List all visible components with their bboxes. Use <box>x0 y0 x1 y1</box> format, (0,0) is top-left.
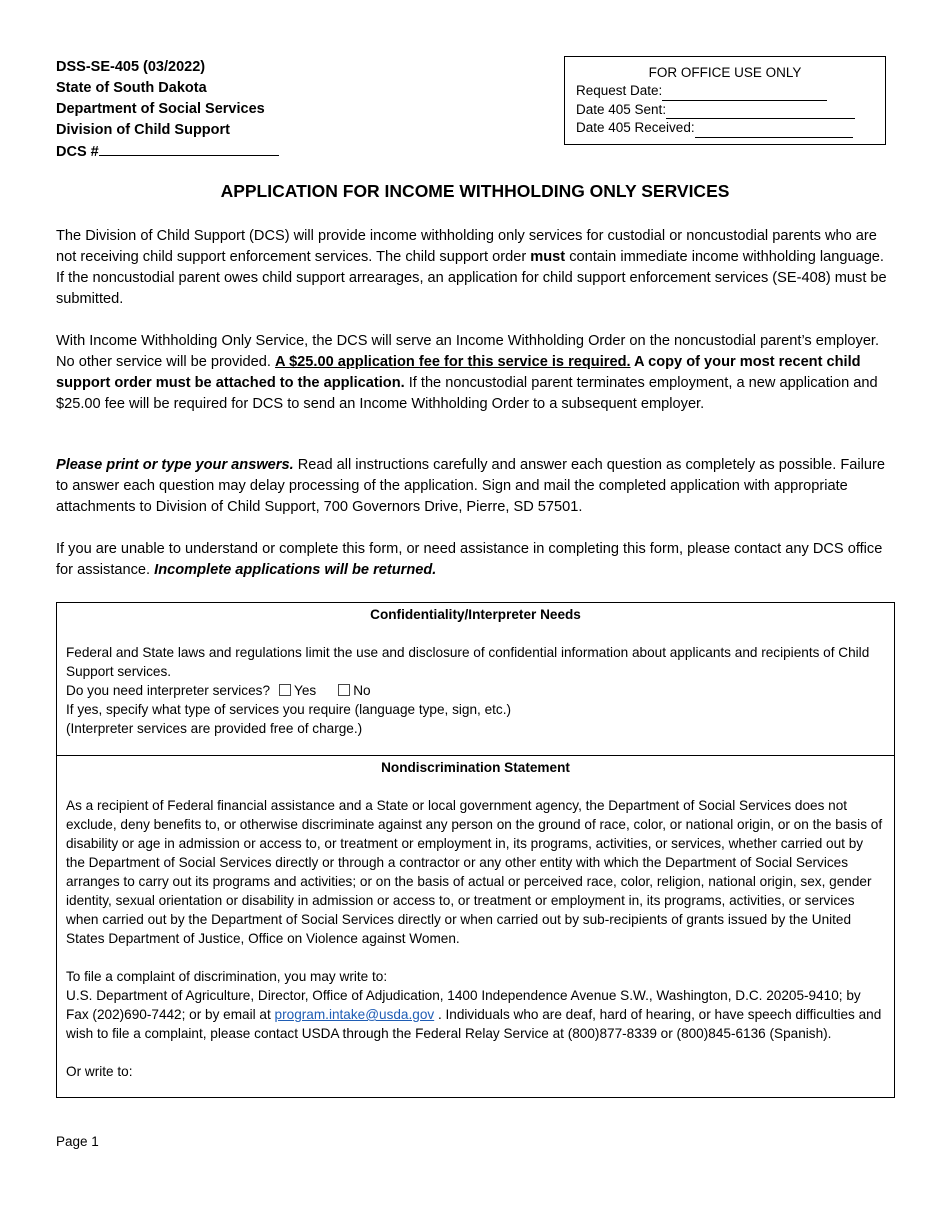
p1-text: The Division of Child Support (DCS) will provide income withholding only services for custodial or noncustodial parents who are not receiving child support enforcement services. The child support order <box>56 228 877 265</box>
yes-label: Yes <box>294 683 317 698</box>
intro-paragraph-4 <box>56 539 896 581</box>
fee-notice: A $25.00 application fee for this service is required. <box>275 354 631 370</box>
no-checkbox[interactable] <box>338 684 350 696</box>
date-received-label: Date 405 Received: <box>576 120 695 135</box>
complaint-text: U.S. Department of Agriculture, Director, Office of Adjudication, 1400 Independence Avenue S.W., Washington, D.C. 20205-9410; by Fax (202)690-7442; or by email at <box>66 988 861 1022</box>
intro-paragraph-2 <box>56 331 896 415</box>
request-date-field[interactable] <box>662 86 827 101</box>
p4-text: If you are unable to understand or complete this form, or need assistance in completing this form, please contact any DCS office for assistance. <box>56 541 883 578</box>
request-date-row <box>576 82 885 101</box>
complaint-intro: To file a complaint of discrimination, you may write to: <box>66 969 388 984</box>
notices-box <box>56 602 895 1098</box>
date-received-row <box>576 119 885 138</box>
dcs-number-field[interactable] <box>99 141 279 156</box>
incomplete-warning: Incomplete applications will be returned. <box>154 562 437 578</box>
office-use-title: FOR OFFICE USE ONLY <box>648 65 802 80</box>
attachment-notice: A copy of your most recent child support order must be attached to the application. <box>56 354 861 391</box>
interpreter-specify: If yes, specify what type of services you require (language type, sign, etc.) <box>66 702 512 717</box>
confidentiality-text: Federal and State laws and regulations limit the use and disclosure of confidential information about applicants and recipients of Child Support services. <box>66 645 870 679</box>
division-name: Division of Child Support <box>56 122 230 138</box>
request-date-label: Request Date: <box>576 83 663 98</box>
date-sent-label: Date 405 Sent: <box>576 101 667 117</box>
state-name: State of South Dakota <box>56 80 207 96</box>
office-use-box <box>564 56 886 145</box>
complaint-text-cont: . Individuals who are deaf, hard of hearing, or have speech difficulties and wish to file a complaint, please contact USDA through the Federal Relay Service at (800)877-8339 or (800)845-6136 (Spanish). <box>66 1007 882 1041</box>
confidentiality-heading: Confidentiality/Interpreter Needs <box>370 607 581 622</box>
print-instruction: Please print or type your answers. <box>56 457 294 473</box>
p1-emphasis: must <box>530 249 566 265</box>
p2-text: With Income Withholding Only Service, the DCS will serve an Income Withholding Order on the noncustodial parent’s employer. No other service will be provided. <box>56 333 880 370</box>
interpreter-note: (Interpreter services are provided free of charge.) <box>66 721 363 736</box>
interpreter-question-row <box>66 681 885 700</box>
p2-text-cont: If the noncustodial parent terminates employment, a new application and $25.00 fee will be required for DCS to send an Income Withholding Order to a subsequent employer. <box>56 375 878 412</box>
page-title: APPLICATION FOR INCOME WITHHOLDING ONLY SERVICES <box>220 181 730 201</box>
no-label: No <box>353 683 371 698</box>
agency-header <box>56 57 279 163</box>
nondiscrimination-section <box>57 756 894 1081</box>
complaint-details <box>66 986 885 1043</box>
p1-text-cont: contain immediate income withholding language. If the noncustodial parent owes child support arrearages, an application for child support enforcement services (SE-408) must be submitted. <box>56 249 887 307</box>
confidentiality-section <box>57 603 894 755</box>
department-name: Department of Social Services <box>56 101 265 117</box>
dcs-number-label: DCS # <box>56 144 99 160</box>
nondiscrimination-text: As a recipient of Federal financial assistance and a State or local government agency, the Department of Social Services does not exclude, deny benefits to, or otherwise discriminate against any person on the ground of race, color, or national origin, or on the basis of disability or age in admission or access to, or treatment or employment in, its programs, activities, or services, whether carried out by the Department of Social Services directly or through a contractor or any other entity with which the Department of Social Services arranges to carry out its programs and activities; or on the basis of actual or perceived race, color, religion, national origin, sex, gender identity, sexual orientation or disability in admission or access to, or treatment or employment in, its programs, activities, or services when carried out by the Department of Social Services directly or when carried out by sub-recipients of grants issued by the United States Department of Justice, Office on Violence against Women. <box>66 798 883 946</box>
intro-paragraph-3 <box>56 455 896 518</box>
or-write-to: Or write to: <box>66 1064 133 1079</box>
nondiscrimination-heading: Nondiscrimination Statement <box>381 760 570 775</box>
page-number: Page 1 <box>56 1134 99 1149</box>
interpreter-question: Do you need interpreter services? <box>66 683 271 698</box>
p3-text: Read all instructions carefully and answer each question as completely as possible. Failure to answer each question may delay processing of the application. Sign and mail the completed application with appropriate attachments to Division of Child Support, 700 Governors Drive, Pierre, SD 57501. <box>56 457 885 515</box>
date-sent-row <box>576 101 885 120</box>
usda-email-link[interactable]: program.intake@usda.gov <box>274 1007 435 1022</box>
form-number: DSS-SE-405 (03/2022) <box>56 59 206 75</box>
dcs-number-row <box>56 141 279 163</box>
date-received-field[interactable] <box>695 123 853 138</box>
intro-paragraph-1 <box>56 226 896 310</box>
date-sent-field[interactable] <box>666 104 855 119</box>
yes-checkbox[interactable] <box>279 684 291 696</box>
